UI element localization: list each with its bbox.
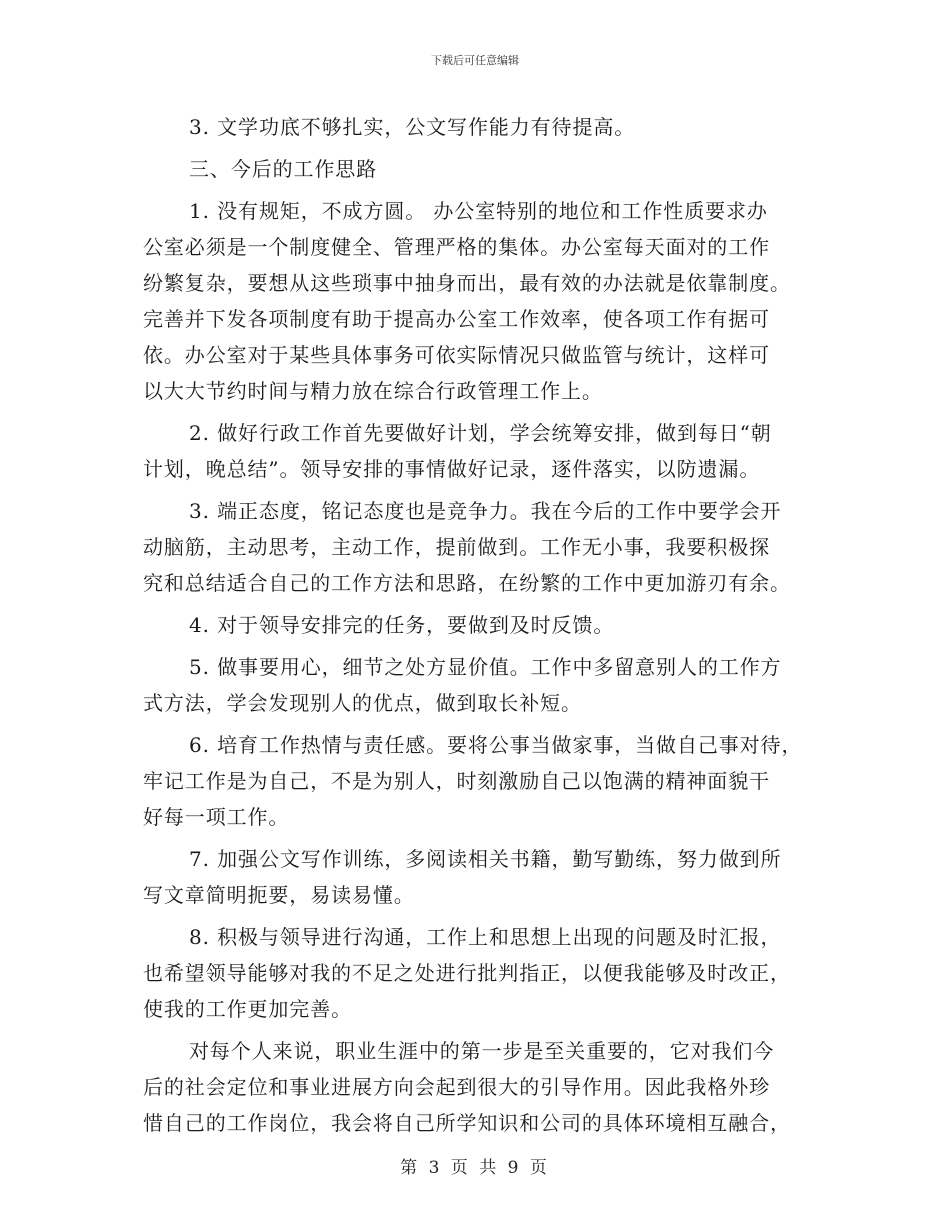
page-number: 第 3 页 共 9 页 — [400, 1158, 550, 1178]
text-line: 公室必须是一个制度健全、管理严格的集体。办公室每天面对的工作 — [143, 235, 770, 259]
text-line: 4. 对于领导安排完的任务，要做到及时反馈。 — [189, 613, 615, 637]
text-line: 后的社会定位和事业进展方向会起到很大的引导作用。因此我格外珍 — [143, 1075, 770, 1099]
paragraph-item-2 — [143, 415, 811, 487]
text-line: 完善并下发各项制度有助于提高办公室工作效率，使各项工作有据可 — [143, 307, 770, 331]
text-line: 好每一项工作。 — [143, 805, 290, 829]
section-heading — [143, 151, 811, 187]
text-line: 1. 没有规矩，不成方圆。 办公室特别的地位和工作性质要求办 — [189, 199, 768, 223]
text-line: 以大大节约时间与精力放在综合行政管理工作上。 — [143, 379, 603, 403]
paragraph-item-1 — [143, 193, 811, 409]
text-line: 依。办公室对于某些具体事务可依实际情况只做监管与统计，这样可 — [143, 343, 770, 367]
text-line: 5. 做事要用心，细节之处方显价值。工作中多留意别人的工作方 — [189, 655, 782, 679]
text-line: 对每个人来说，职业生涯中的第一步是至关重要的，它对我们今 — [189, 1039, 775, 1063]
closing-paragraph — [143, 1033, 811, 1141]
text-line: 写文章简明扼要，易读易懂。 — [143, 883, 415, 907]
text-line: 究和总结适合自己的工作方法和思路，在纷繁的工作中更加游刃有余。 — [143, 571, 791, 595]
text-line: 动脑筋，主动思考，主动工作，提前做到。工作无小事，我要积极探 — [143, 535, 770, 559]
text-line: 也希望领导能够对我的不足之处进行批判指正，以便我能够及时改正， — [143, 961, 791, 985]
section-title: 三、今后的工作思路 — [189, 157, 378, 181]
paragraph-1 — [143, 109, 811, 145]
text-line: 3. 端正态度，铭记态度也是竞争力。我在今后的工作中要学会开 — [189, 499, 782, 523]
paragraph-item-7 — [143, 841, 811, 913]
text-line: 纷繁复杂，要想从这些琐事中抽身而出，最有效的办法就是依靠制度。 — [143, 271, 791, 295]
text-line: 2. 做好行政工作首先要做好计划，学会统筹安排，做到每日“朝 — [189, 421, 772, 445]
paragraph-item-4 — [143, 607, 811, 643]
text-line: 使我的工作更加完善。 — [143, 997, 352, 1021]
text-line: 3. 文学功底不够扎实，公文写作能力有待提高。 — [189, 115, 636, 139]
text-line: 惜自己的工作岗位，我会将自己所学知识和公司的具体环境相互融合， — [143, 1111, 791, 1135]
paragraph-item-5 — [143, 649, 811, 721]
text-line: 7. 加强公文写作训练，多阅读相关书籍，勤写勤练，努力做到所 — [189, 847, 782, 871]
page-header: 下载后可任意编辑 — [431, 54, 519, 67]
document-body — [143, 109, 811, 1141]
text-line: 式方法，学会发现别人的优点，做到取长补短。 — [143, 691, 582, 715]
text-line: 计划，晚总结”。领导安排的事情做好记录，逐件落实，以防遗漏。 — [143, 457, 761, 481]
text-line: 6. 培育工作热情与责任感。要将公事当做家事，当做自己事对待， — [189, 733, 803, 757]
text-line: 8. 积极与领导进行沟通，工作上和思想上出现的问题及时汇报， — [189, 925, 782, 949]
paragraph-item-3 — [143, 493, 811, 601]
text-line: 牢记工作是为自己，不是为别人，时刻激励自己以饱满的精神面貌干 — [143, 769, 770, 793]
paragraph-item-8 — [143, 919, 811, 1027]
paragraph-item-6 — [143, 727, 811, 835]
